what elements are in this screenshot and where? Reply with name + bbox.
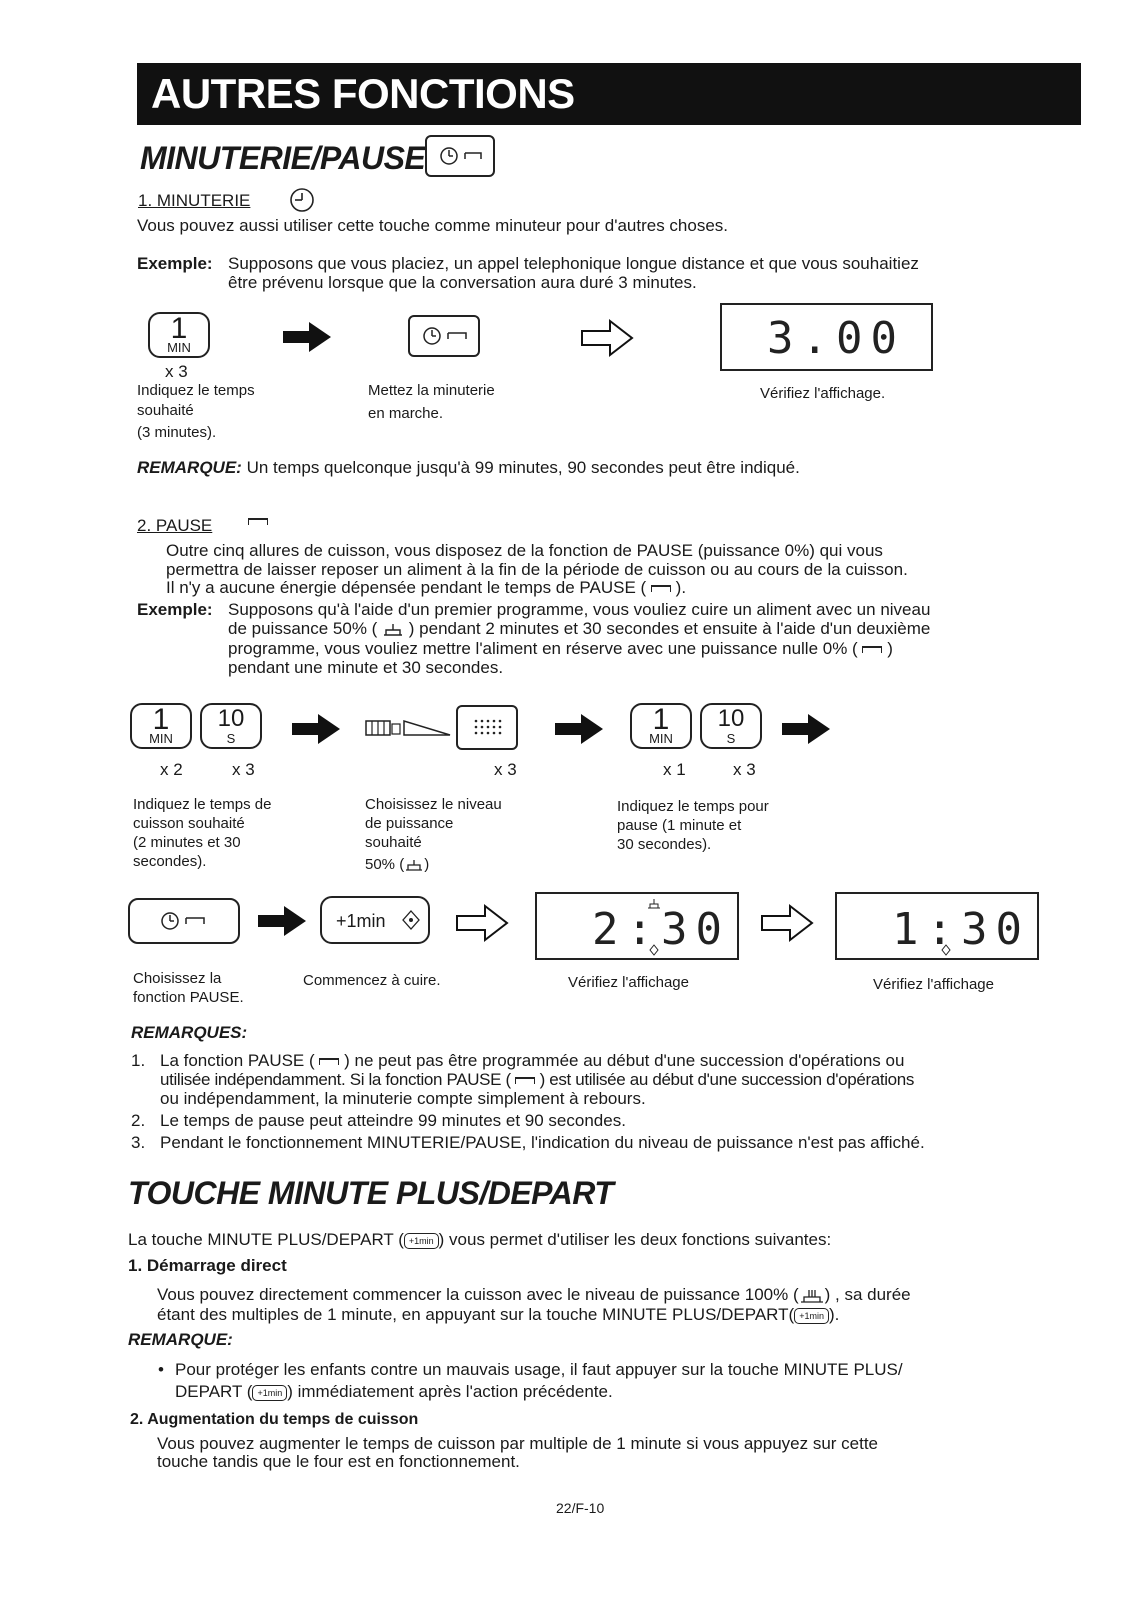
outline-arrow-icon [760,903,814,943]
power-100-icon [799,1288,825,1304]
minuterie-intro: Vous pouvez aussi utiliser cette touche comme minuteur pour d'autres choses. [137,216,728,235]
power-level-symbol-icon [364,715,454,741]
multiplier-x3: x 3 [733,760,756,779]
min-key-unit: MIN [149,731,173,746]
example2-line-2 [228,619,930,639]
example-label-1: Exemple: [137,254,213,273]
direct-start-a: Vous pouvez directement commencer la cuisson avec le niveau de puissance 100% ( [157,1285,799,1304]
section-banner: AUTRES FONCTIONS [137,63,1081,125]
caption-c1-2: cuisson souhaité [133,815,245,832]
example-label-2: Exemple: [137,600,213,619]
min-key-number: 1 [152,703,170,736]
display-value-1: 3.00 [767,313,905,364]
minute-plus-mini-key: +1min [404,1233,439,1249]
display-panel-2 [535,892,739,960]
multiplier-x3: x 3 [165,362,188,381]
solid-arrow-icon [782,712,832,746]
bullet: • [158,1360,164,1379]
caption-c2-3: souhaité [365,834,422,851]
minute-plus-start-label: +1min [336,911,386,931]
outline-arrow-icon [455,903,509,943]
pause-para-3 [166,578,686,598]
intro-b: ) vous permet d'utiliser les deux fonctions suivantes: [438,1230,832,1249]
bullet-b: ) immédiatement après l'action précédente. [287,1382,613,1401]
remark-2: Le temps de pause peut atteindre 99 minutes et 90 secondes. [160,1111,626,1130]
pause-para-1: Outre cinq allures de cuisson, vous disposez de la fonction de PAUSE (puissance 0%) qui vous [166,541,883,560]
solid-arrow-icon [283,320,333,354]
remark-2-number: 2. [131,1111,146,1130]
minute-plus-intro [128,1230,831,1250]
pause-para-3-end: ). [675,578,687,597]
example-line-2: être prévenu lorsque que la conversation aura duré 3 minutes. [228,273,697,292]
remarque-label-3: REMARQUE: [128,1330,233,1349]
caption-d1: Choisissez la [133,970,222,987]
caption-c1-4: secondes). [133,853,207,870]
cook-indicator-icon [941,944,951,956]
ten-sec-key-unit: S [226,731,236,746]
caption-c2-1: Choisissez le niveau [365,796,502,813]
bullet-line-1: Pour protéger les enfants contre un mauvais usage, il faut appuyer sur la touche MINUTE PLUS/ [175,1360,903,1379]
bullet-a: DEPART ( [175,1382,253,1401]
caption-c1-1: Indiquez le temps de [133,796,272,813]
min-key-unit: MIN [167,340,191,355]
caption-1-l1: Indiquez le temps [137,382,255,399]
direct-start-line-1 [157,1285,911,1305]
power-level-key[interactable] [456,705,518,750]
remark-1-line-1 [160,1051,904,1070]
direct-start-c: étant des multiples de 1 minute, en appuyant sur la touche MINUTE PLUS/DEPART( [157,1305,795,1324]
remark-3-number: 3. [131,1133,146,1152]
title-minute-plus: TOUCHE MINUTE PLUS/DEPART [128,1175,614,1211]
example2-line-3 [228,639,893,659]
min-key-unit: MIN [649,731,673,746]
remark-1-number: 1. [131,1051,146,1070]
remark-1-c: utilisée indépendamment. Si la fonction PAUSE ( [160,1070,511,1089]
pause-icon [651,585,671,592]
solid-arrow-icon [258,904,308,938]
multiplier-x3: x 3 [232,760,255,779]
direct-start-b: ) , sa durée [824,1285,911,1304]
minute-plus-mini-key: +1min [252,1385,287,1401]
timer-pause-key[interactable] [128,898,240,944]
cook-indicator-icon [649,944,659,956]
caption-2-l2: en marche. [368,405,444,422]
remark-1-b: ) ne peut pas être programmée au début d'une succession d'opérations ou [344,1051,905,1070]
subheading-pause: 2. PAUSE [137,516,213,535]
multiplier-x3: x 3 [494,760,517,779]
heading-direct-start: 1. Démarrage direct [128,1256,287,1275]
caption-c3-1: Indiquez le temps pour [617,798,769,815]
bullet-line-2 [175,1382,613,1402]
remark-3: Pendant le fonctionnement MINUTERIE/PAUSE, l'indication du niveau de puissance n'est pas affiché. [160,1133,925,1152]
ten-sec-key[interactable] [200,703,262,749]
increase-line-2: touche tandis que le four est en fonctionnement. [157,1452,520,1471]
pause-icon [862,646,882,653]
caption-1-l2: souhaité [137,402,194,419]
multiplier-x1: x 1 [663,760,686,779]
intro-a: La touche MINUTE PLUS/DEPART ( [128,1230,404,1249]
timer-pause-key-title [425,135,495,177]
power-50-icon [382,623,404,637]
ten-sec-key-number: 10 [717,705,745,732]
ten-sec-key-unit: S [726,731,736,746]
heading-increase-time: 2. Augmentation du temps de cuisson [130,1411,419,1428]
caption-d2: Commencez à cuire. [303,972,441,989]
example2-line-3-text: programme, vous vouliez mettre l'aliment en réserve avec une puissance nulle 0% ( [228,639,858,658]
timer-pause-key[interactable] [408,315,480,357]
ten-sec-key[interactable] [700,703,762,749]
pause-icon [319,1058,339,1065]
example2-line-4: pendant une minute et 30 secondes. [228,658,504,677]
caption-c2-4-end: ) [424,856,430,873]
ten-sec-key-number: 10 [217,705,245,732]
caption-c3-3: 30 secondes). [617,836,712,853]
caption-c3-2: pause (1 minute et [617,817,742,834]
caption-3: Vérifiez l'affichage. [760,385,886,402]
solid-arrow-icon [555,712,605,746]
subheading-minuterie: 1. MINUTERIE [138,191,251,210]
caption-c2-4-text: 50% ( [365,856,405,873]
min-key-number: 1 [170,312,188,345]
remark-1-line-2 [160,1070,914,1089]
remark-1-a: La fonction PAUSE ( [160,1051,315,1070]
example2-line-1: Supposons qu'à l'aide d'un premier programme, vous vouliez cuire un aliment avec un niveau [228,600,931,619]
remarque-text: Un temps quelconque jusqu'à 99 minutes, 90 secondes peut être indiqué. [246,458,800,477]
pause-icon [515,1077,535,1084]
min-key-number: 1 [652,703,670,736]
direct-start-line-2 [157,1305,839,1325]
display-panel-1 [720,303,933,371]
caption-c1-3: (2 minutes et 30 [133,834,241,851]
example-line-1: Supposons que vous placiez, un appel telephonique longue distance et que vous souhaitiez [228,254,919,273]
multiplier-x2: x 2 [160,760,183,779]
remarque-label: REMARQUE: [137,458,242,477]
display-value-3: 1:30 [892,904,1030,955]
min-key[interactable] [630,703,692,749]
clock-icon [285,185,323,215]
caption-c2-4 [365,855,429,874]
minute-plus-start-key[interactable] [320,896,430,944]
caption-c2-2: de puissance [365,815,454,832]
caption-d3: Vérifiez l'affichage [568,974,689,991]
remarques-label: REMARQUES: [131,1023,248,1042]
title-minuterie-pause: MINUTERIE/PAUSE [140,140,426,176]
pause-para-2: permettra de laisser reposer un aliment à la fin de la période de cuisson ou au cours de la cuisson. [166,560,908,579]
outline-arrow-icon [580,318,634,358]
example2-line-2b: ) pendant 2 minutes et 30 secondes et ensuite à l'aide d'un deuxième [408,619,931,638]
pause-para-3-text: Il n'y a aucune énergie dépensée pendant le temps de PAUSE ( [166,578,647,597]
remarque-1 [137,458,800,478]
pause-icon [248,518,268,525]
start-diamond-icon [402,910,420,930]
display-panel-3 [835,892,1039,960]
display-value-2: 2:30 [592,904,730,955]
min-key[interactable] [130,703,192,749]
caption-2-l1: Mettez la minuterie [368,382,495,399]
caption-d1b: fonction PAUSE. [133,989,244,1006]
power-50-icon [404,859,424,871]
example2-line-2a: de puissance 50% ( [228,619,378,638]
example2-line-3-end: ) [887,639,893,658]
minute-plus-mini-key: +1min [794,1308,829,1324]
increase-line-1: Vous pouvez augmenter le temps de cuisson par multiple de 1 minute si vous appuyez sur cette [157,1434,879,1453]
caption-1-l3: (3 minutes). [137,424,217,441]
remark-1-line-3: ou indépendamment, la minuterie compte simplement à rebours. [160,1089,646,1108]
page-number: 22/F-10 [556,1500,605,1516]
min-key[interactable] [148,312,210,358]
remark-1-d: ) est utilisée au début d'une succession d'opérations [539,1070,915,1089]
solid-arrow-icon [292,712,342,746]
caption-d4: Vérifiez l'affichage [873,976,994,993]
direct-start-d: ). [828,1305,840,1324]
